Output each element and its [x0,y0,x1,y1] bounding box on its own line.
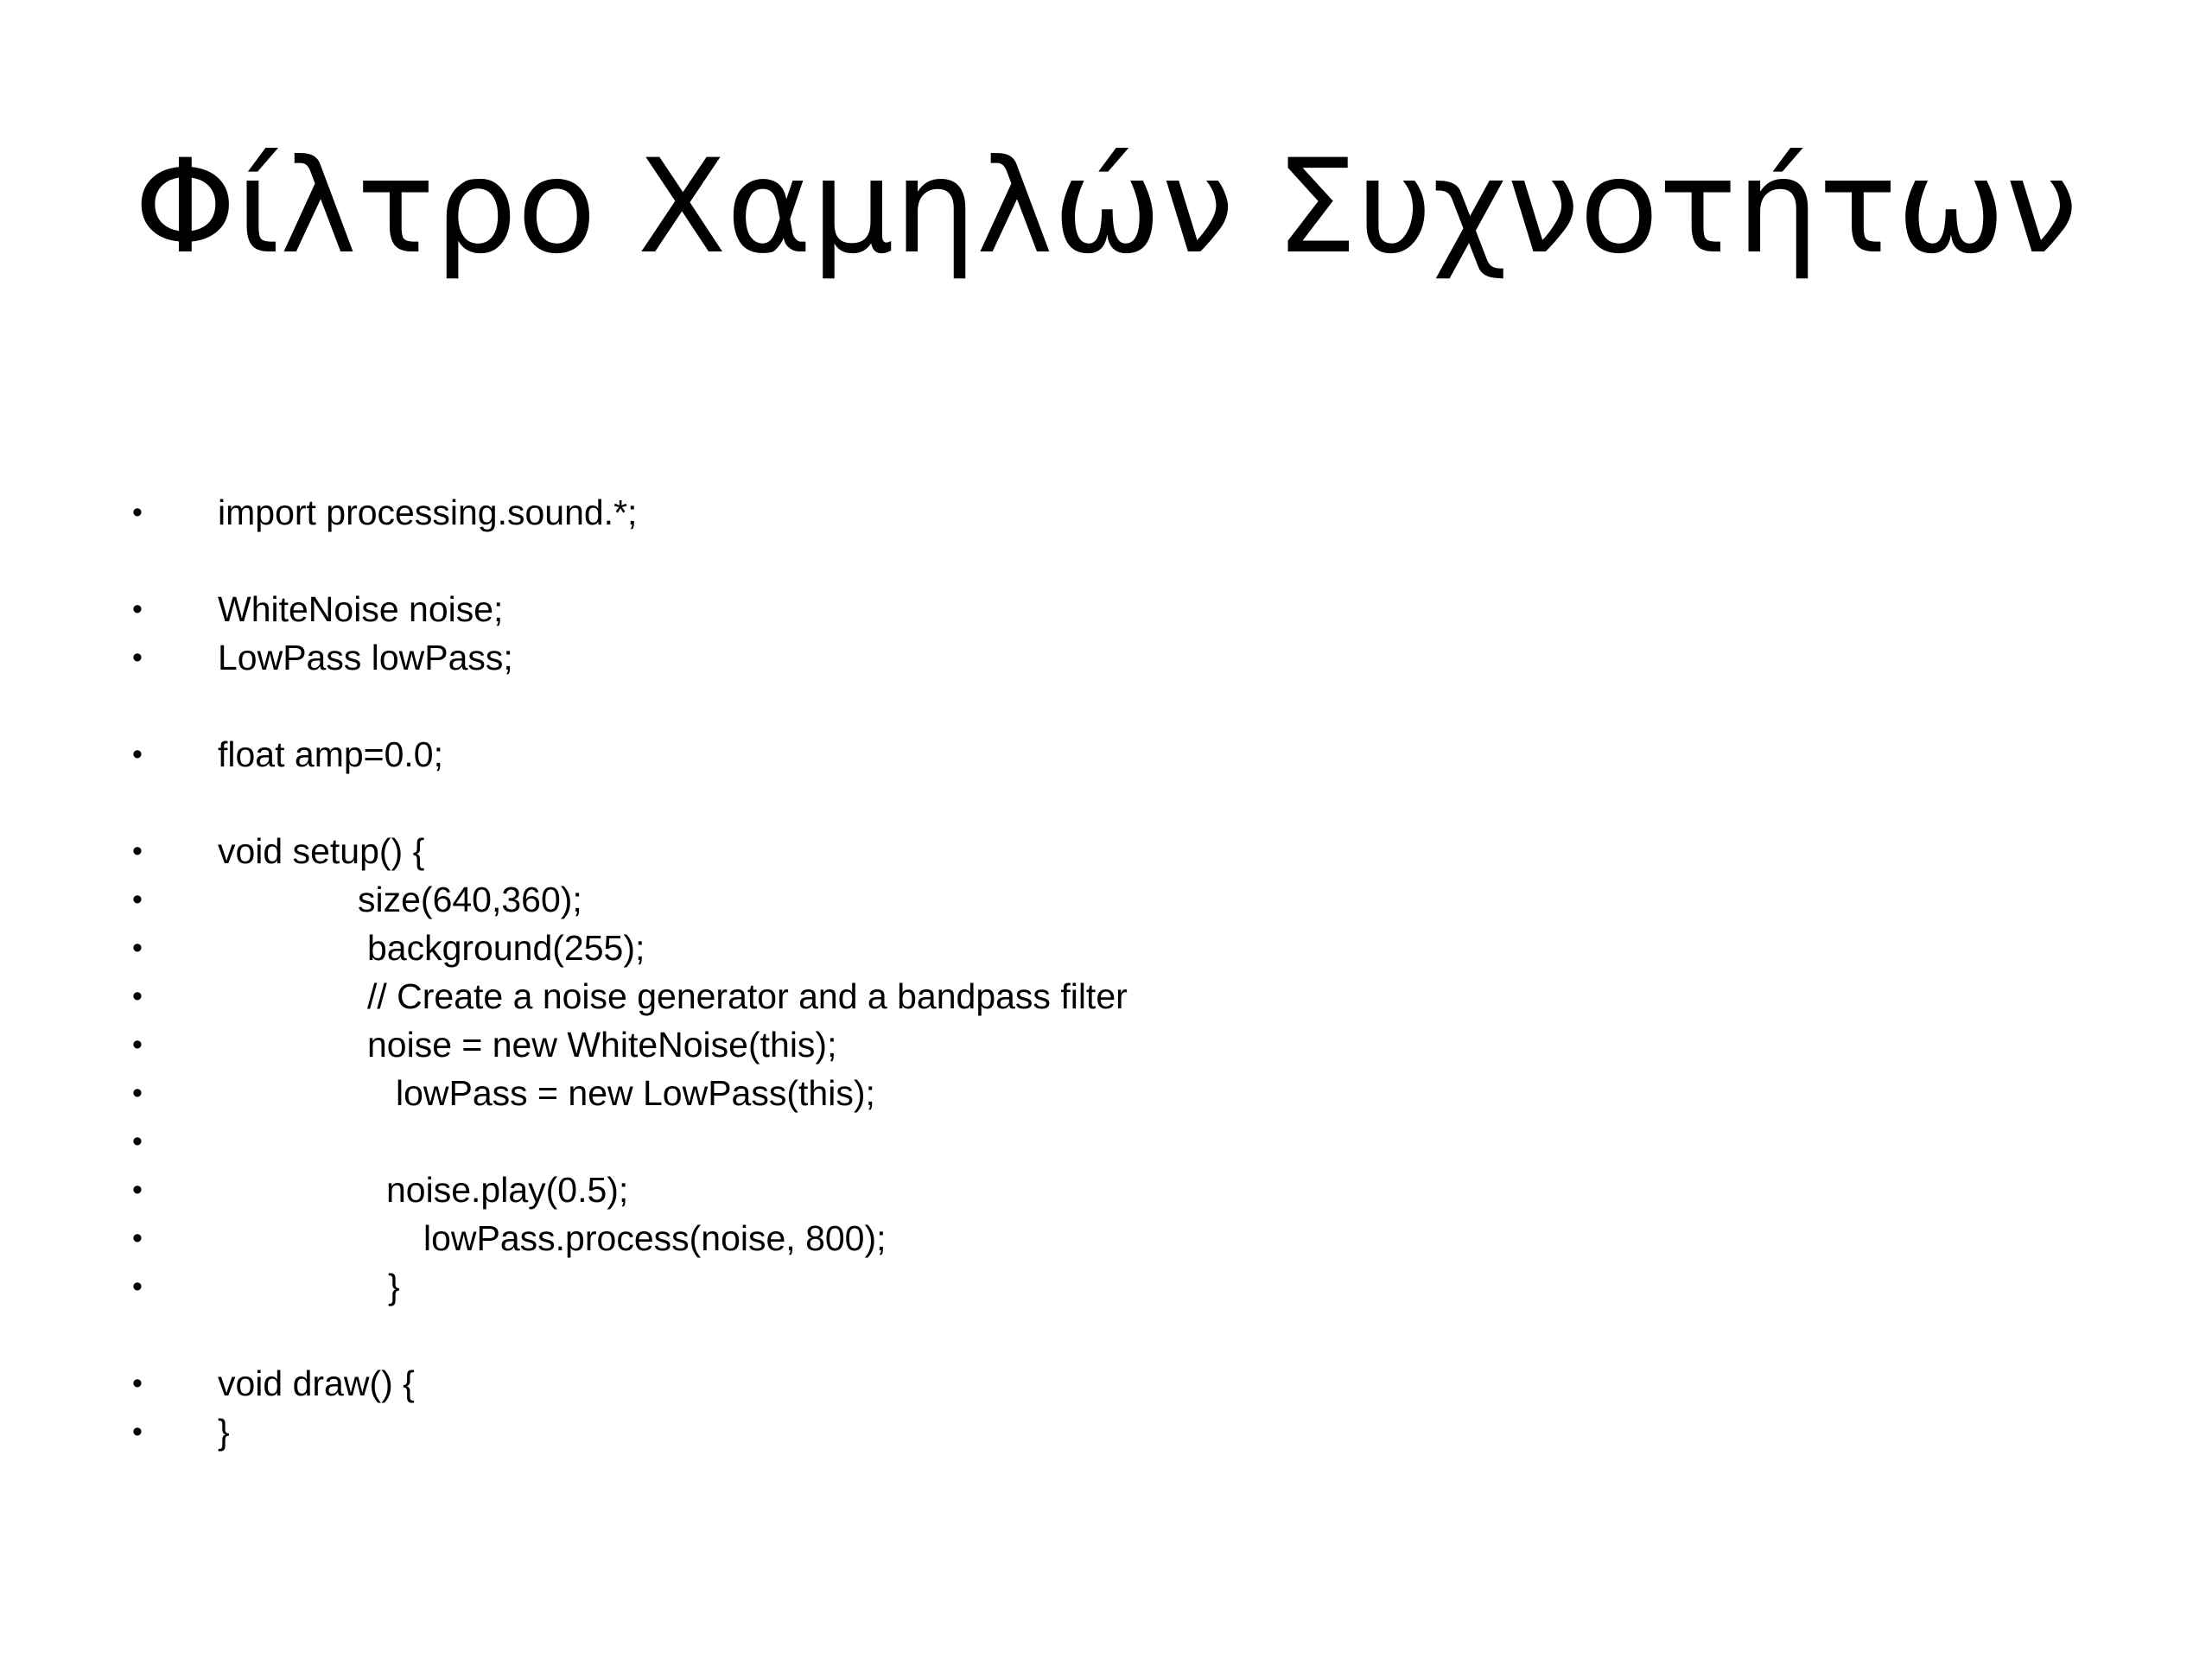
code-line: void setup() { [218,831,425,871]
code-line: LowPass lowPass; [218,638,513,677]
list-item [0,1214,2212,1262]
list-item [0,1166,2212,1214]
list-item [0,488,2212,537]
code-line: noise.play(0.5); [386,1170,629,1210]
bullet-icon: • [132,931,143,964]
bullet-icon: • [132,1367,143,1400]
code-line: lowPass = new LowPass(this); [396,1073,875,1113]
bullet-icon: • [132,593,143,626]
bullet-icon: • [132,980,143,1013]
code-line: import processing.sound.*; [218,493,638,532]
bullet-icon: • [132,1077,143,1109]
list-item [0,827,2212,875]
slide-title: Φίλτρο Χαμηλών Συχνοτήτων [134,132,2078,283]
list-item [0,875,2212,924]
bullet-icon: • [132,496,143,529]
list-item [0,1117,2212,1166]
list-item [0,1020,2212,1069]
list-item [0,730,2212,779]
code-line: lowPass.process(noise, 800); [423,1218,887,1258]
list-item [0,633,2212,682]
code-line: WhiteNoise noise; [218,589,504,629]
code-line: } [218,1412,230,1452]
bullet-icon: • [132,835,143,868]
list-item [0,1069,2212,1117]
code-line: float amp=0.0; [218,734,443,774]
list-item [0,1408,2212,1456]
bullet-icon: • [132,1028,143,1061]
code-line: size(640,360); [358,880,582,919]
bullet-icon: • [132,738,143,771]
code-bullet-list [0,488,2212,1456]
list-item [0,1359,2212,1408]
list-item [0,924,2212,972]
code-line: void draw() { [218,1363,415,1403]
bullet-icon: • [132,1270,143,1303]
bullet-icon: • [132,641,143,674]
code-line: } [388,1267,400,1306]
bullet-icon: • [132,1415,143,1448]
bullet-icon: • [132,1125,143,1158]
bullet-icon: • [132,1173,143,1206]
list-item [0,972,2212,1020]
bullet-icon: • [132,883,143,916]
code-line: noise = new WhiteNoise(this); [367,1025,837,1065]
code-line: background(255); [367,928,645,968]
code-line: // Create a noise generator and a bandpass filter [367,976,1128,1016]
bullet-icon: • [132,1222,143,1255]
list-item [0,1262,2212,1311]
list-item [0,585,2212,633]
